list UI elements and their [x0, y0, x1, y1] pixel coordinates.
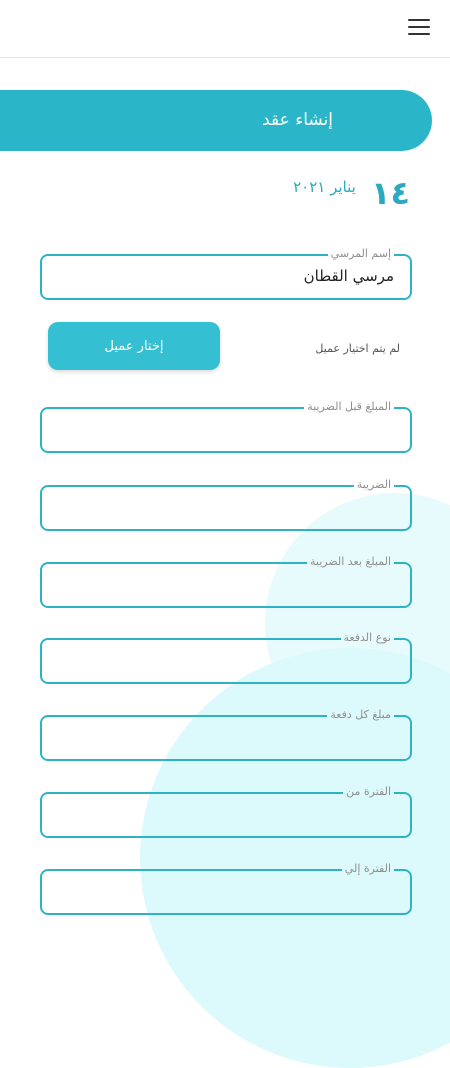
contract-date	[293, 174, 410, 212]
page-title: إنشاء عقد	[262, 110, 333, 130]
payment-type-field[interactable]	[40, 631, 412, 684]
lessee-name-field[interactable]	[40, 247, 412, 300]
hamburger-menu-icon[interactable]	[408, 19, 430, 37]
amount-after-tax-field[interactable]	[40, 555, 412, 608]
date-day: ١٤	[370, 174, 410, 212]
decorative-circle	[140, 648, 450, 1068]
amount-before-tax-field[interactable]	[40, 400, 412, 453]
tax-field[interactable]	[40, 478, 412, 531]
field-label: إسم المرسي	[328, 247, 394, 261]
installment-amount-field[interactable]	[40, 708, 412, 761]
field-label: المبلغ بعد الضريبة	[307, 555, 394, 569]
field-label: الفترة من	[343, 785, 394, 799]
client-picker-row	[40, 322, 408, 370]
period-to-field[interactable]	[40, 862, 412, 915]
period-from-field[interactable]	[40, 785, 412, 838]
client-status-text: لم يتم اختيار عميل	[315, 342, 400, 355]
field-label: الضريبة	[354, 478, 394, 492]
field-label: مبلغ كل دفعة	[327, 708, 394, 722]
field-label: المبلغ قبل الضريبة	[304, 400, 394, 414]
field-label: نوع الدفعة	[341, 631, 394, 645]
field-label: الفترة إلي	[342, 862, 394, 876]
field-value: مرسي القطان	[303, 267, 394, 285]
date-month-year: يناير ٢٠٢١	[293, 178, 356, 196]
page-header-bar	[0, 90, 432, 151]
choose-client-button[interactable]: إختار عميل	[48, 322, 220, 370]
top-app-bar	[0, 0, 450, 58]
